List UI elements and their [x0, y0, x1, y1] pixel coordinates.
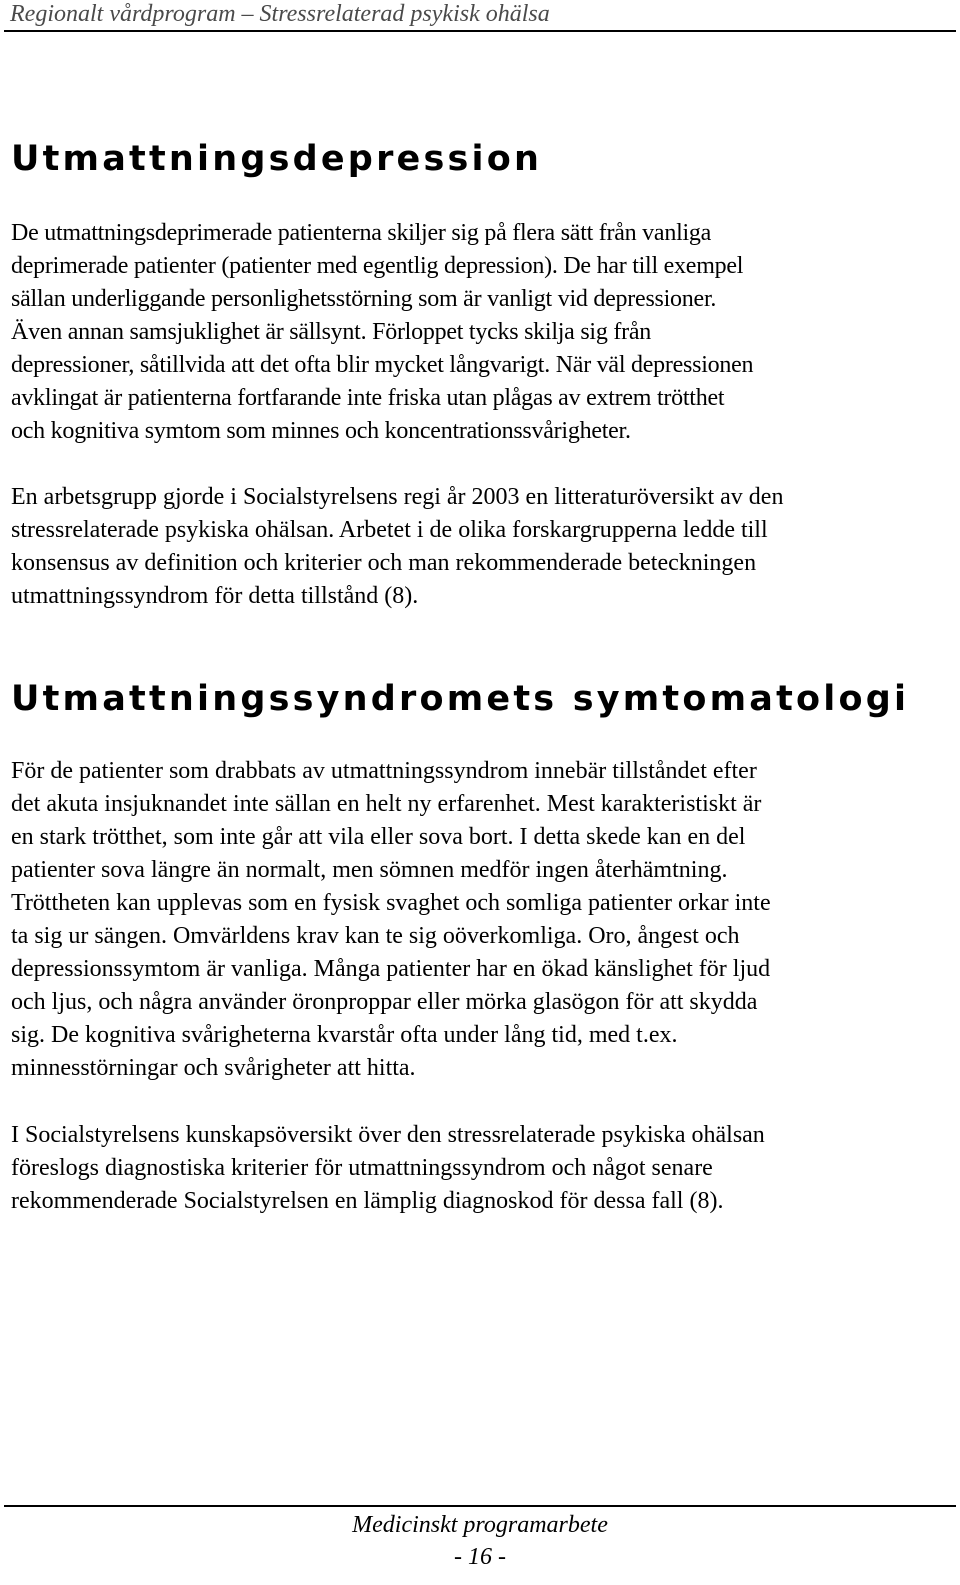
text-line: avklingat är patienterna fortfarande inte friska utan plågas av extrem trötthet — [11, 385, 725, 411]
text-line: det akuta insjuknandet inte sällan en helt ny erfarenhet. Mest karakteristiskt är — [11, 791, 762, 817]
text-line: ta sig ur sängen. Omvärldens krav kan te sig oöverkomliga. Oro, ångest och — [11, 923, 740, 949]
text-line: depressionssymtom är vanliga. Många patienter har en ökad känslighet för ljud — [11, 956, 771, 982]
text-line: minnesstörningar och svårigheter att hitta. — [11, 1055, 416, 1081]
text-line: rekommenderade Socialstyrelsen en lämplig diagnoskod för dessa fall (8). — [11, 1188, 724, 1214]
paragraph — [11, 481, 951, 613]
text-line: stressrelaterade psykiska ohälsan. Arbetet i de olika forskargrupperna ledde till — [11, 517, 768, 543]
text-line: en stark trötthet, som inte går att vila eller sova bort. I detta skede kan en del — [11, 824, 746, 850]
paragraph — [11, 1119, 951, 1218]
text-line: och ljus, och några använder öronproppar eller mörka glasögon för att skydda — [11, 989, 758, 1015]
section-heading-utmattningsdepression: Utmattningsdepression — [11, 139, 543, 179]
text-line: utmattningssyndrom för detta tillstånd (8). — [11, 583, 419, 609]
text-line: sällan underliggande personlighetsstörning som är vanligt vid depressioner. — [11, 286, 717, 312]
text-line: depressioner, såtillvida att det ofta blir mycket långvarigt. När väl depressionen — [11, 352, 754, 378]
section-heading-symtomatologi: Utmattningssyndromets symtomatologi — [11, 679, 910, 719]
page-number: - 16 - — [454, 1544, 506, 1570]
text-line: konsensus av definition och kriterier och man rekommenderade beteckningen — [11, 550, 757, 576]
running-header — [4, 0, 956, 32]
paragraph — [11, 755, 951, 1085]
text-line: deprimerade patienter (patienter med egentlig depression). De har till exempel — [11, 253, 744, 279]
paragraph — [11, 217, 951, 448]
text-line: Tröttheten kan upplevas som en fysisk svaghet och somliga patienter orkar inte — [11, 890, 771, 916]
footer-title: Medicinskt programarbete — [352, 1512, 608, 1538]
text-line: De utmattningsdeprimerade patienterna skiljer sig på flera sätt från vanliga — [11, 220, 712, 246]
running-header-text: Regionalt vårdprogram – Stressrelaterad psykisk ohälsa — [10, 1, 550, 27]
running-footer — [4, 1505, 956, 1573]
text-line: I Socialstyrelsens kunskapsöversikt över den stressrelaterade psykiska ohälsan — [11, 1122, 765, 1148]
text-line: Även annan samsjuklighet är sällsynt. Förloppet tycks skilja sig från — [11, 319, 651, 345]
text-line: sig. De kognitiva svårigheterna kvarstår ofta under lång tid, med t.ex. — [11, 1022, 678, 1048]
text-line: och kognitiva symtom som minnes och koncentrationssvårigheter. — [11, 418, 631, 444]
text-line: För de patienter som drabbats av utmattningssyndrom innebär tillståndet efter — [11, 758, 757, 784]
text-line: patienter sova längre än normalt, men sömnen medför ingen återhämtning. — [11, 857, 728, 883]
text-line: föreslogs diagnostiska kriterier för utmattningssyndrom och något senare — [11, 1155, 713, 1181]
text-line: En arbetsgrupp gjorde i Socialstyrelsens regi år 2003 en litteraturöversikt av den — [11, 484, 784, 510]
